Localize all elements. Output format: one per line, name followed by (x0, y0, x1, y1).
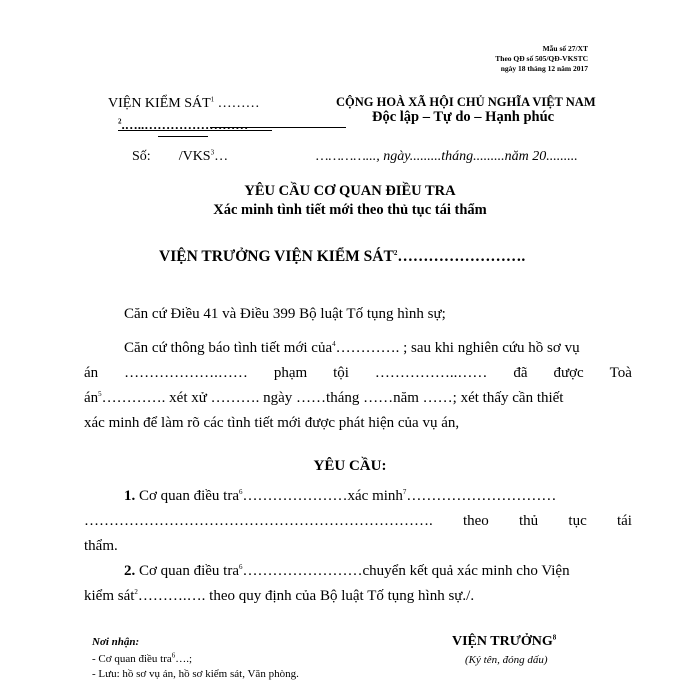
footnote-ref: 6 (171, 651, 176, 660)
footnote-ref: 2 (134, 588, 138, 596)
nation-title: CỘNG HOÀ XÃ HỘI CHỦ NGHĨA VIỆT NAM (336, 95, 596, 109)
footnote-ref: 4 (332, 340, 336, 348)
document-subtitle: Xác minh tình tiết mới theo thủ tục tái thẩm (213, 202, 487, 218)
footnote-ref: 6 (239, 563, 243, 571)
signature-hint: (Ký tên, đóng dấu) (465, 654, 548, 666)
agency-name: VIỆN KIỂM SÁT$^1$ ……… (108, 95, 260, 111)
form-code: Mẫu số 27/XT (542, 44, 588, 53)
form-decision: Theo QĐ số 505/QĐ-VKSTC (495, 54, 588, 63)
recipients-title: Nơi nhận: (92, 636, 140, 648)
request-item-2: 2. Cơ quan điều tra$^6$……………………chuyển kết quả xác minh cho Viện kiểm sát$^2$……….…. theo quy định của Bộ luật Tố tụng hình sự./. (84, 563, 570, 604)
footnote-ref: 1 (210, 95, 215, 104)
sub-agency: $^2$.…..…………………… (118, 117, 249, 132)
request-heading: YÊU CẦU: (313, 458, 387, 474)
footnote-ref: 2 (393, 248, 398, 257)
footnote-ref: 8 (552, 633, 557, 642)
document-number: Số: /VKS$^3$… (132, 148, 229, 164)
footnote-ref: 5 (98, 390, 102, 398)
form-date: ngày 18 tháng 12 năm 2017 (500, 64, 588, 73)
footnote-ref: 2 (118, 117, 122, 126)
issuer-heading: VIỆN TRƯỞNG VIỆN KIỂM SÁT$^2$……………………. (159, 248, 526, 265)
footnote-ref: 3 (210, 148, 215, 157)
recipient-item: - Cơ quan điều tra$^6$….; (92, 651, 193, 665)
form-code-block (495, 44, 588, 74)
request-item-1: 1. Cơ quan điều tra$^6$…………………xác minh$^7$………………………… ……………………………………………………………. theo thủ tục tái thẩm. (84, 488, 632, 554)
signature-title: VIỆN TRƯỞNG$^8$ (452, 633, 557, 649)
footnote-ref: 6 (239, 488, 243, 496)
footnote-ref: 7 (402, 488, 407, 496)
short-rule (158, 136, 208, 137)
document-date: …………..., ngày.........tháng.........năm 20......... (316, 149, 578, 164)
motto: Độc lập – Tự do – Hạnh phúc (372, 109, 555, 125)
recipient-item: - Lưu: hồ sơ vụ án, hồ sơ kiểm sát, Văn phòng. (92, 668, 299, 680)
underline-rule (118, 130, 272, 131)
motto-rule (210, 127, 346, 128)
body-paragraph-1: Căn cứ Điều 41 và Điều 399 Bộ luật Tố tụng hình sự; (124, 306, 446, 322)
document-title: YÊU CẦU CƠ QUAN ĐIỀU TRA (244, 183, 456, 199)
body-paragraph-2: Căn cứ thông báo tình tiết mới của$^4$…………. ; sau khi nghiên cứu hồ sơ vụ án ……………….…… phạm tội ……………..…… đã được Toà $án^5\dots\dots\dots\dots$. xét xử ………. ngày ……tháng ……năm ……; xét thấy cần thiết xác minh để làm rõ các tình tiết mới được phát hiện của vụ án, (84, 340, 632, 431)
